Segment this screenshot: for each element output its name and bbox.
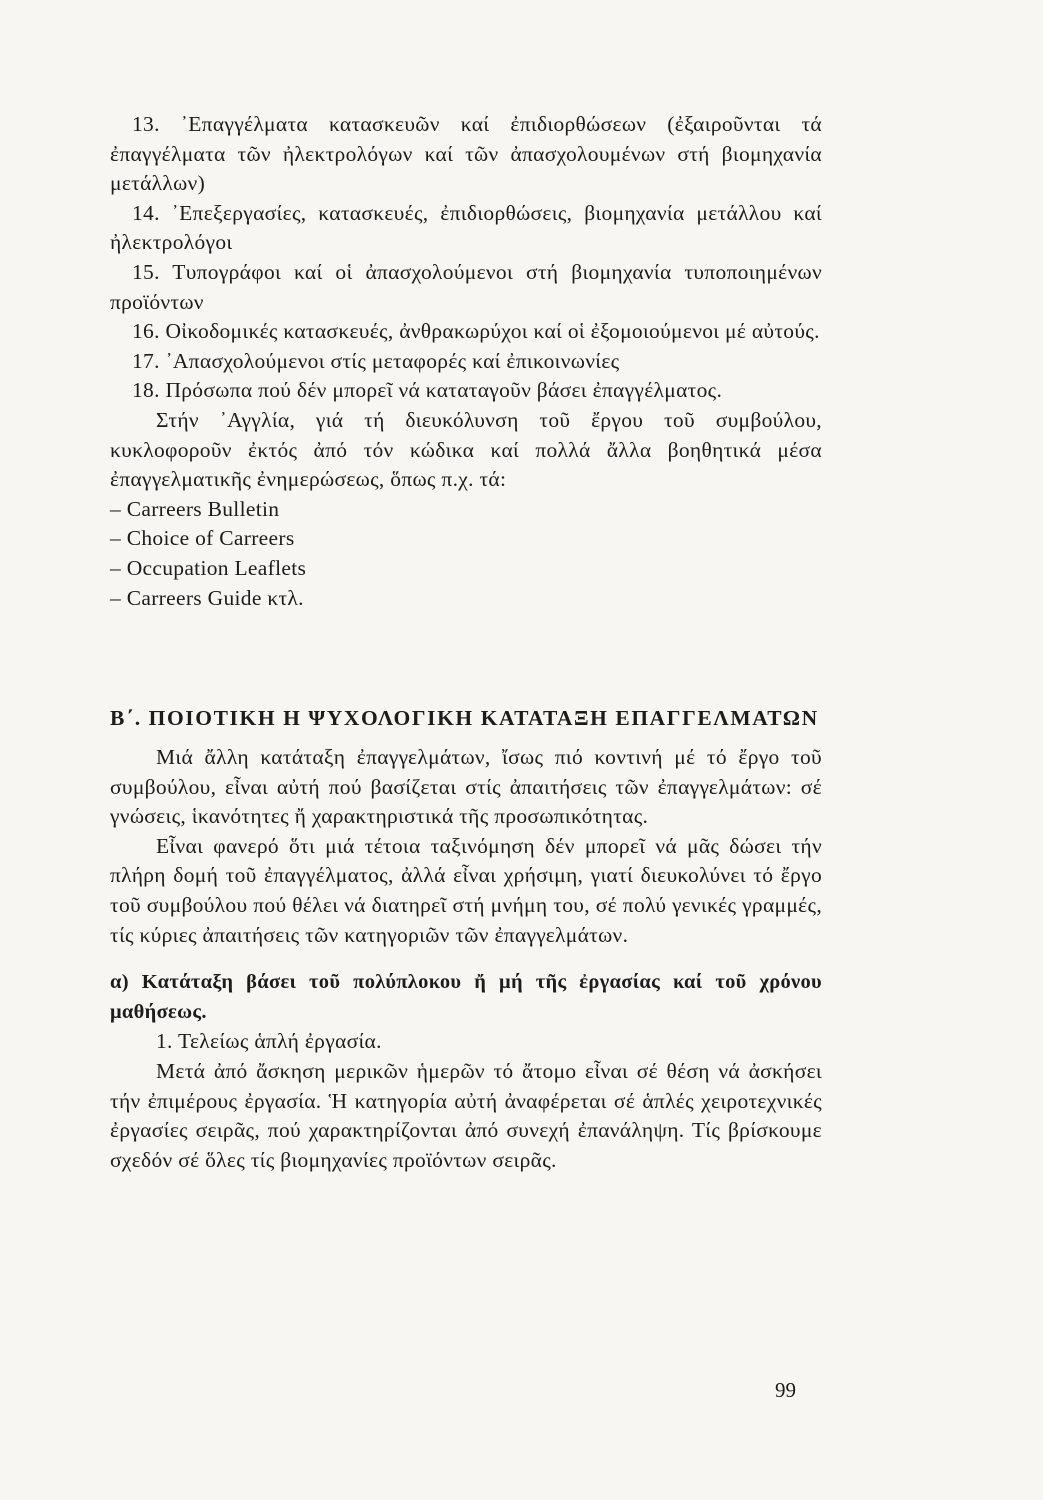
section-paragraph: Μιά ἄλλη κατάταξη ἐπαγγελμάτων, ἴσως πιό κοντινή μέ τό ἔργο τοῦ συμβούλου, εἶναι αὐτή πού βασίζεται στίς ἀπαιτήσεις τῶν ἐπαγγελμάτων: σέ γνώσεις, ἱκανότητες ἤ χαρακτηριστικά τῆς προσωπικότητας. [110, 745, 822, 829]
bulletin-item: – Carreers Bulletin [110, 496, 280, 521]
bulletin-item: – Choice of Carreers [110, 526, 295, 551]
text-column [110, 110, 822, 1175]
bulletin-item: – Carreers Guide κτλ. [110, 585, 304, 610]
section-heading: Β΄. ΠΟΙΟΤΙΚΗ Η ΨΥΧΟΛΟΓΙΚΗ ΚΑΤΑΤΑΞΗ ΕΠΑΓΓΕΛΜΑΤΩΝ [110, 706, 819, 731]
list-item: 15. Τυπογράφοι καί οἱ ἀπασχολούμενοι στή βιομηχανία τυποποιημένων προϊόντων [110, 259, 822, 314]
subsection-item: 1. Τελείως ἁπλή ἐργασία. [156, 1029, 382, 1054]
list-item: 18. Πρόσωπα πού δέν μπορεῖ νά καταταγοῦν βάσει ἐπαγγέλματος. [132, 378, 723, 403]
list-item: 17. ᾽Απασχολούμενοι στίς μεταφορές καί ἐπικοινωνίες [132, 348, 620, 373]
page-number: 99 [775, 1378, 796, 1402]
section-paragraph: Εἶναι φανερό ὅτι μιά τέτοια ταξινόμηση δέν μπορεῖ νά μᾶς δώσει τήν πλήρη δομή τοῦ ἐπαγγέλματος, ἀλλά εἶναι χρήσιμη, γιατί διευκολύνει τό ἔργο τοῦ συμβούλου πού θέλει νά διατηρεῖ στή μνήμη του, σέ πολύ γενικές γραμμές, τίς κύριες ἀπαιτήσεις τῶν κατηγοριῶν τῶν ἐπαγγελμάτων. [110, 833, 822, 947]
subsection-heading: α) Κατάταξη βάσει τοῦ πολύπλοκου ἤ μή τῆς ἐργασίας καί τοῦ χρόνου μαθήσεως. [110, 971, 822, 1023]
list-item: 16. Οἰκοδομικές κατασκευές, ἀνθρακωρύχοι καί οἱ ἐξομοιούμενοι μέ αὐτούς. [132, 319, 820, 344]
intro-paragraph: Στήν ᾽Αγγλία, γιά τή διευκόλυνση τοῦ ἔργου τοῦ συμβούλου, κυκλοφοροῦν ἐκτός ἀπό τόν κώδικα καί πολλά ἄλλα βοηθητικά μέσα ἐπαγγελματικῆς ἐνημερώσεως, ὅπως π.χ. τά: [110, 407, 822, 492]
list-item: 13. ᾽Επαγγέλματα κατασκευῶν καί ἐπιδιορθώσεων (ἐξαιροῦνται τά ἐπαγγέλματα τῶν ἠλεκτρολόγων καί τῶν ἀπασχολουμένων στή βιομηχανία μετάλλων) [110, 112, 822, 196]
list-item: 14. ᾽Επεξεργασίες, κατασκευές, ἐπιδιορθώσεις, βιομηχανία μετάλλου καί ἠλεκτρολόγοι [110, 200, 822, 255]
subsection-paragraph: Μετά ἀπό ἄσκηση μερικῶν ἡμερῶν τό ἄτομο εἶναι σέ θέση νά ἀσκήσει τήν ἐπιμέρους ἐργασία. Ἡ κατηγορία αὐτή ἀναφέρεται σέ ἁπλές χειροτεχνικές ἐργασίες σειρᾶς, πού χαρακτηρίζονται ἀπό συνεχή ἐπανάληψη. Τίς βρίσκουμε σχεδόν σέ ὅλες τίς βιομηχανίες προϊόντων σειρᾶς. [110, 1059, 822, 1172]
heading-spacer [110, 733, 822, 743]
bulletin-item: – Occupation Leaflets [110, 555, 307, 580]
